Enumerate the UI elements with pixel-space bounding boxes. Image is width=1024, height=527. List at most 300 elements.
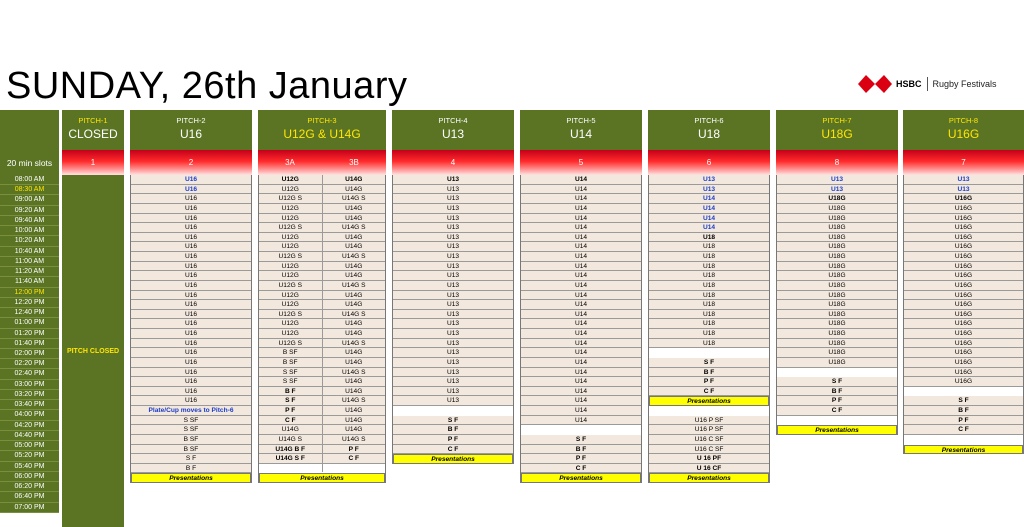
match-cell: S F [285,397,296,405]
match-row [131,214,251,224]
match-cell: U18G [828,339,846,347]
match-cell: U18G [828,272,846,280]
match-row [521,377,641,387]
match-row [259,214,385,224]
match-cell: U18G [828,214,846,222]
match-row [259,387,385,397]
pitch-slot-number: 4 [450,158,456,167]
match-row [521,300,641,310]
match-row [131,262,251,272]
match-cell: U12G [281,330,299,337]
match-cell: Presentations [687,475,731,483]
pitch-3-column [258,110,386,483]
time-slot: 03:40 PM [0,400,59,410]
match-cell: U16 [184,330,198,337]
match-cell: S F [185,455,197,463]
match-cell: U13 [446,233,460,241]
match-row [904,194,1023,204]
time-slot: 11:20 AM [0,267,59,277]
match-row [259,377,385,387]
presentations-row [777,425,897,435]
match-cell: C F [447,445,459,453]
match-cell: U13 [446,310,460,318]
match-cell: U14 [574,281,588,289]
match-row [904,300,1023,310]
match-row [131,319,251,329]
match-cell [777,416,897,425]
time-slot: 02:00 PM [0,349,59,359]
match-cell: U16 P SF [694,426,724,434]
match-row [521,223,641,233]
match-cell: U14 [702,224,716,232]
match-row [521,271,641,281]
match-cell: U13 [446,272,460,280]
match-cell: U14 [574,339,588,347]
match-list [392,175,514,464]
match-cell: Presentations [300,475,344,483]
match-cell: U14G [281,426,299,434]
match-row [777,214,897,224]
match-cell [259,464,322,473]
match-cell [904,435,1023,444]
pitch-4-column [392,110,514,464]
match-list [648,175,770,483]
match-row [521,368,641,378]
match-cell [521,425,641,434]
match-cell: U13 [446,214,460,222]
match-cell: U13 [446,281,460,289]
match-cell: U14 [574,272,588,280]
time-slot: 10:00 AM [0,226,59,236]
pitch-slot-number: 6 [706,158,712,167]
match-row [649,387,769,397]
match-cell: U12G [281,262,299,270]
match-row [393,377,513,387]
match-row [131,425,251,435]
pitch-1-header [62,110,124,150]
match-cell: U12G S [278,339,302,347]
match-cell: U16 [184,214,198,222]
match-cell: U13 [446,387,460,395]
match-row [259,396,385,406]
match-row [521,194,641,204]
match-cell: U14 [702,195,716,203]
match-cell: U14 [702,214,716,222]
match-cell: U14 [574,387,588,395]
match-cell: U13 [830,185,844,193]
pitch-header [130,110,252,150]
match-cell: U14G S [278,435,302,443]
pitch-closed-block: PITCH CLOSED [62,175,124,527]
match-cell: U16 [184,224,198,232]
match-row [649,185,769,195]
presentations-row [649,396,769,406]
match-row [521,425,641,435]
time-slot: 03:00 PM [0,380,59,390]
match-cell [649,348,769,357]
match-row [131,454,251,464]
match-cell: U14 [574,204,588,212]
match-row [649,252,769,262]
match-row [521,185,641,195]
match-row [259,464,385,474]
match-list [903,175,1024,454]
match-cell: U13 [446,185,460,193]
match-cell: U13 [446,368,460,376]
match-row [393,435,513,445]
match-cell: U13 [702,176,716,183]
match-row [131,358,251,368]
match-cell [322,464,386,473]
match-row [777,396,897,406]
match-row [777,329,897,339]
time-slot: 11:00 AM [0,257,59,267]
match-row [393,242,513,252]
pitch-7-column [776,110,898,435]
time-slot: 04:00 PM [0,410,59,420]
match-row [777,348,897,358]
match-row [649,204,769,214]
logo-brand: HSBC [896,79,922,89]
match-row [259,416,385,426]
match-row [521,435,641,445]
match-cell: U18G [828,233,846,241]
match-cell: U16G [954,349,973,357]
match-row [649,262,769,272]
match-cell: U18G [828,320,846,328]
match-cell: Plate/Cup moves to Pitch-6 [148,407,234,414]
match-row [259,233,385,243]
match-row [393,271,513,281]
time-column [0,110,59,513]
match-cell: U14 [574,224,588,232]
match-cell: U18 [702,291,716,299]
presentations-row [259,473,385,483]
pitch-age-group: U16 [179,127,202,141]
match-row [131,396,251,406]
match-cell: U13 [446,378,460,386]
match-row [777,387,897,397]
match-cell: U16G [954,224,973,232]
match-cell: B F [958,407,969,414]
match-row [904,435,1023,445]
pitch-slot-number: 3A [285,158,295,167]
match-cell: B F [703,368,715,376]
pitch-header [258,110,386,150]
match-row [521,214,641,224]
logo-text: Rugby Festivals [932,79,997,89]
match-row [393,358,513,368]
match-cell: U16 [184,185,198,193]
match-cell: U12G [281,301,299,309]
match-cell: U14 [574,233,588,241]
match-row [521,454,641,464]
match-cell: U13 [830,176,844,183]
match-row [393,281,513,291]
match-row [393,214,513,224]
match-cell: U18G [828,310,846,318]
match-row [777,319,897,329]
match-row [904,310,1023,320]
match-cell: U18G [828,281,846,289]
match-row [904,291,1023,301]
match-row [649,406,769,416]
match-row [904,175,1023,185]
pitch-1-slot-number: 1 [90,158,96,167]
pitch-8-column [903,110,1024,454]
match-row [131,233,251,243]
time-slot: 12:40 PM [0,308,59,318]
match-cell: U14 [574,185,588,193]
match-row [131,329,251,339]
match-row [259,454,385,464]
pitch-slot-number: 7 [961,158,966,167]
match-row [393,175,513,185]
match-row [259,319,385,329]
match-row [131,291,251,301]
match-cell: U14G [322,416,386,425]
match-cell: U14G S [322,252,386,261]
match-cell: U13 [446,330,460,337]
match-cell: S SF [183,426,199,434]
match-cell: Presentations [815,427,859,435]
match-cell: U14 [574,310,588,318]
match-row [393,185,513,195]
match-cell: U14G [322,204,386,213]
match-cell: C F [831,407,843,414]
time-slot: 05:40 PM [0,462,59,472]
match-row [649,358,769,368]
match-row [649,233,769,243]
match-cell: U 16 CF [696,464,722,472]
match-cell: U14G [322,425,386,434]
time-slot: 02:20 PM [0,359,59,369]
match-row [904,387,1023,397]
match-row [904,358,1023,368]
match-cell: U18 [702,301,716,309]
match-cell: U16 [184,281,198,289]
match-row [393,291,513,301]
match-cell: U14G S [322,368,386,377]
match-row [777,185,897,195]
match-cell: Presentations [687,398,731,406]
match-cell: U16G [954,330,973,337]
match-cell: U14G S [322,194,386,203]
time-slot: 11:40 AM [0,277,59,287]
match-cell: U16 [184,204,198,212]
match-row [904,185,1023,195]
match-cell: U16 [184,358,198,366]
match-row [259,368,385,378]
pitch-header [776,110,898,150]
match-row [393,396,513,406]
time-slot: 07:00 PM [0,503,59,513]
hsbc-hexagon-icon [858,75,892,93]
pitch-slot [903,150,1024,175]
match-row [521,358,641,368]
match-row [649,329,769,339]
pitch-label: PITCH-6 [694,116,724,125]
match-cell: S F [958,397,969,405]
match-cell: U13 [446,176,460,183]
match-row [649,416,769,426]
match-row [904,348,1023,358]
pitch-label: PITCH-2 [176,116,206,125]
match-cell: U18G [828,243,846,251]
match-cell: B F [831,387,843,395]
match-cell: U16G [954,358,973,366]
match-cell: U16G [954,368,973,376]
presentations-row [393,454,513,464]
match-cell: U13 [446,224,460,232]
match-row [393,204,513,214]
match-row [259,300,385,310]
match-cell: U16G [954,204,973,212]
match-cell: U13 [446,339,460,347]
pitch-1-slot [62,150,124,175]
match-cell: P F [703,378,715,386]
hsbc-logo [858,74,997,94]
match-cell: C F [284,416,296,424]
match-row [131,242,251,252]
match-row [521,310,641,320]
match-cell: U14 [574,243,588,251]
match-cell: U16 [184,378,198,386]
match-cell: U16G [954,233,973,241]
time-slot: 04:20 PM [0,421,59,431]
match-cell: U14G [322,358,386,367]
match-row [393,425,513,435]
pitch-5-column [520,110,642,483]
time-slot: 09:00 AM [0,195,59,205]
match-cell: U18 [702,253,716,260]
match-cell: U14 [574,214,588,222]
match-row [131,185,251,195]
match-row [649,310,769,320]
match-row [904,396,1023,406]
match-row [259,271,385,281]
match-cell: U14G [322,319,386,328]
match-cell: B SF [282,358,298,366]
time-header-blank [0,110,59,150]
match-cell: U14G [322,377,386,386]
match-row [259,339,385,349]
match-row [259,348,385,358]
match-row [904,368,1023,378]
pitch-slot [392,150,514,175]
match-row [777,194,897,204]
match-cell: U14 [574,176,588,183]
match-cell: U12G S [278,195,302,203]
match-cell: S F [447,416,459,424]
match-row [131,464,251,474]
match-row [393,416,513,426]
match-row [777,291,897,301]
pitch-age-group: U13 [441,127,464,141]
pitch-header [392,110,514,150]
match-cell: U14G S [322,396,386,405]
pitch-slot-number: 2 [188,158,194,167]
match-cell: S SF [282,378,298,386]
match-row [521,445,641,455]
time-slot: 12:00 PM [0,288,59,298]
match-cell: U13 [446,291,460,299]
slot-length-label: 20 min slots [0,150,59,175]
match-cell: U13 [446,243,460,251]
match-row [259,406,385,416]
time-slot: 06:20 PM [0,482,59,492]
pitch-age-group: U18 [697,127,720,141]
match-row [131,387,251,397]
match-cell: U12G S [278,224,302,232]
match-cell: U16G [954,339,973,347]
match-cell: U16 [184,243,198,251]
match-cell: U16G [954,253,973,260]
match-row [649,242,769,252]
pitch-slot-number: 5 [578,158,584,167]
match-cell: U18 [702,310,716,318]
match-cell: C F [703,387,715,395]
pitch-slot [648,150,770,175]
match-row [904,271,1023,281]
presentations-row [521,473,641,483]
match-row [649,319,769,329]
match-cell: U14G S [322,339,386,348]
match-row [393,368,513,378]
match-cell: U16 [184,233,198,241]
match-row [259,242,385,252]
match-cell: S SF [282,368,298,376]
match-row [777,262,897,272]
match-cell: U14G [322,242,386,251]
match-cell: S F [831,378,843,386]
match-cell: U16G [954,301,973,309]
match-cell: U14 [574,368,588,376]
match-cell: U16G [954,195,973,203]
match-row [131,281,251,291]
page-title: SUNDAY, 26th January [6,65,408,107]
match-list [130,175,252,483]
pitch-header [648,110,770,150]
match-cell: U14 [574,349,588,357]
match-row [777,281,897,291]
match-row [904,223,1023,233]
match-cell: U12G [281,176,299,183]
logo-divider [927,77,928,91]
match-cell: U14G [322,300,386,309]
presentations-row [131,473,251,483]
time-slot: 08:30 AM [0,185,59,195]
match-cell: S SF [183,416,199,424]
match-row [649,454,769,464]
match-cell: U12G [281,243,299,251]
match-row [521,281,641,291]
match-row [521,339,641,349]
match-row [259,425,385,435]
match-cell: C F [575,464,587,472]
match-row [259,175,385,185]
match-row [777,204,897,214]
match-row [393,194,513,204]
time-slot: 12:20 PM [0,298,59,308]
match-cell: U16 [184,349,198,357]
match-cell: U13 [957,185,970,193]
match-cell: U16G [954,291,973,299]
match-cell: U14 [574,195,588,203]
match-cell: U13 [957,176,970,183]
time-slot: 03:20 PM [0,390,59,400]
match-list [776,175,898,435]
